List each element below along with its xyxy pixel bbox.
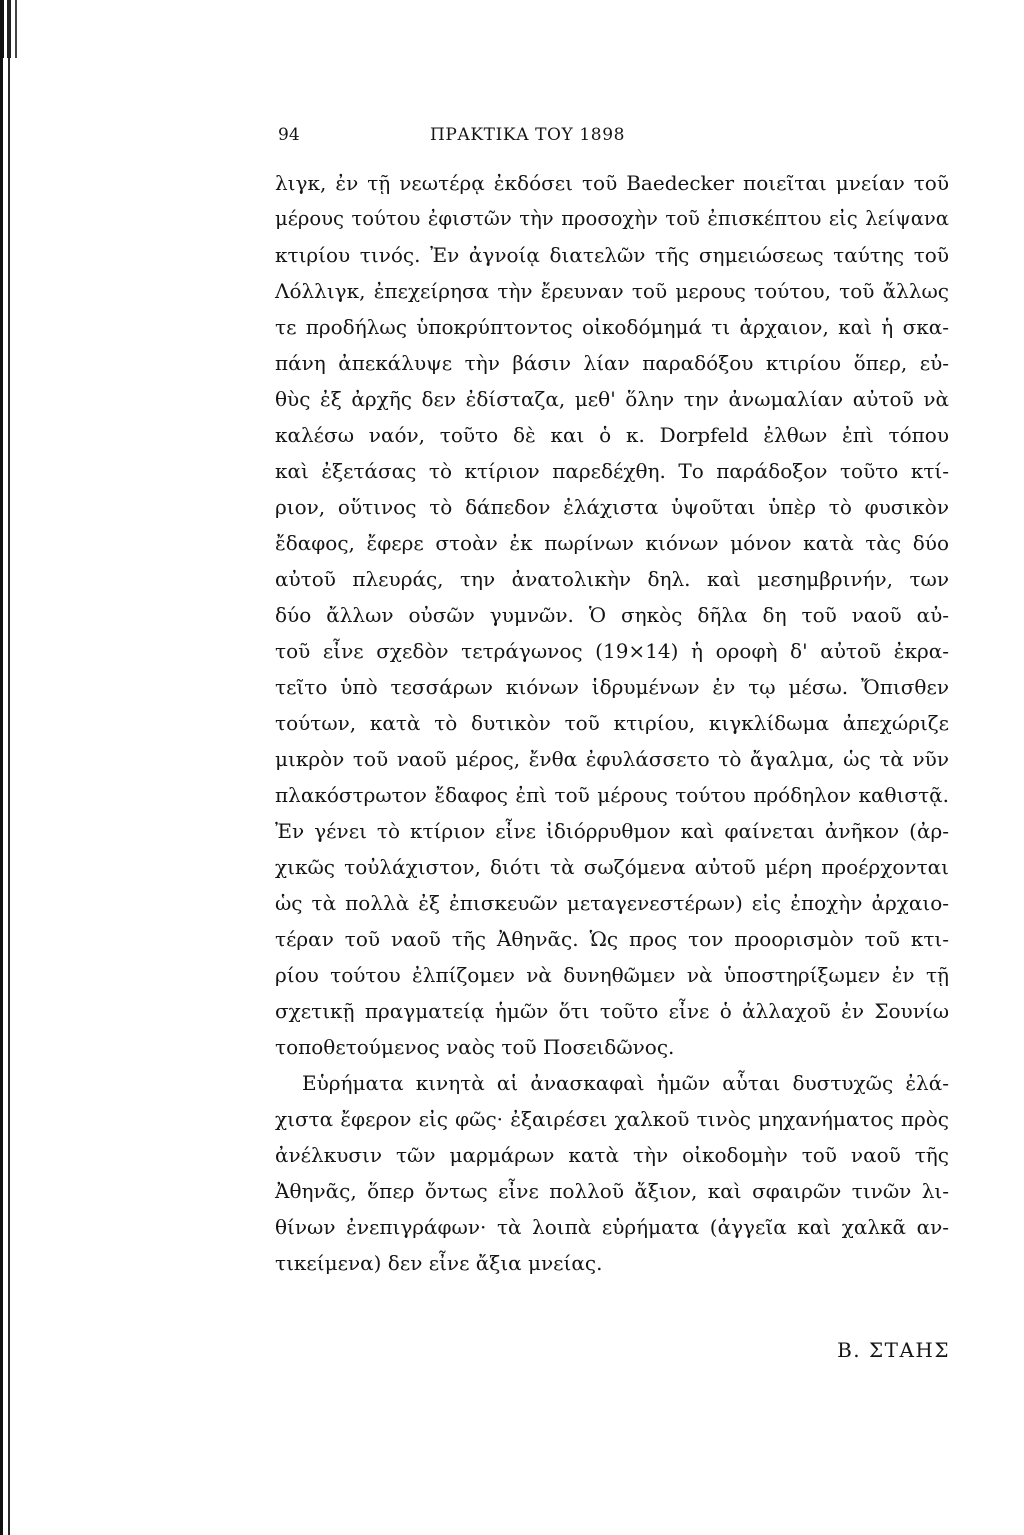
text-line: σχετικῇ πραγματείᾳ ἡμῶν ὅτι τοῦτο εἶνε ὁ ἀλλαχοῦ ἐν Σουνίω bbox=[275, 999, 949, 1023]
text-line: Ἐν γένει τὸ κτίριον εἶνε ἰδιόρρυθμον καὶ φαίνεται ἀνῆκον (ἀρ- bbox=[275, 819, 949, 843]
paragraph bbox=[275, 165, 949, 1065]
text-line: τέραν τοῦ ναοῦ τῆς Ἀθηνᾶς. Ὡς προς τον προορισμὸν τοῦ κτι- bbox=[275, 927, 949, 951]
text-line: δύο ἄλλων οὐσῶν γυμνῶν. Ὁ σηκὸς δῆλα δη τοῦ ναοῦ αὐ- bbox=[275, 603, 949, 627]
text-line: Ἀθηνᾶς, ὅπερ ὄντως εἶνε πολλοῦ ἄξιον, καὶ σφαιρῶν τινῶν λι- bbox=[275, 1179, 949, 1203]
scan-edge-artifact-outer bbox=[0, 0, 3, 1535]
text-line: τεῖτο ὑπὸ τεσσάρων κιόνων ἱδρυμένων ἐν τῳ μέσω. Ὄπισθεν bbox=[275, 675, 949, 699]
text-line: ἔδαφος, ἔφερε στοὰν ἐκ πωρίνων κιόνων μόνον κατὰ τὰς δύο bbox=[275, 531, 949, 555]
scan-corner-mark bbox=[0, 0, 20, 58]
text-line: χιστα ἔφερον εἰς φῶς· ἐξαιρέσει χαλκοῦ τινὸς μηχανήματος πρὸς bbox=[275, 1107, 949, 1131]
text-line: ρίου τούτου ἐλπίζομεν νὰ δυνηθῶμεν νὰ ὑποστηρίξωμεν ἐν τῇ bbox=[275, 963, 949, 987]
text-line: τούτων, κατὰ τὸ δυτικὸν τοῦ κτιρίου, κιγκλίδωμα ἀπεχώριζε bbox=[275, 711, 949, 735]
text-line: τε προδήλως ὑποκρύπτοντος οἰκοδόμημά τι ἀρχαιον, καὶ ἡ σκα- bbox=[275, 315, 949, 339]
text-line: λιγκ, ἐν τῇ νεωτέρᾳ ἐκδόσει τοῦ Baedecker ποιεῖται μνείαν τοῦ bbox=[275, 171, 949, 195]
text-line: κτιρίου τινός. Ἐν ἀγνοίᾳ διατελῶν τῆς σημειώσεως ταύτης τοῦ bbox=[275, 243, 949, 267]
text-line: πλακόστρωτον ἔδαφος ἐπὶ τοῦ μέρους τούτου πρόδηλον καθιστᾷ. bbox=[275, 783, 949, 807]
text-line: Λόλλιγκ, ἐπεχείρησα τὴν ἔρευναν τοῦ μερους τούτου, τοῦ ἄλλως bbox=[275, 279, 949, 303]
text-line: ριον, οὕτινος τὸ δάπεδον ἐλάχιστα ὑψοῦται ὑπὲρ τὸ φυσικὸν bbox=[275, 495, 949, 519]
text-line: θίνων ἐνεπιγράφων· τὰ λοιπὰ εὑρήματα (ἀγγεῖα καὶ χαλκᾶ αν- bbox=[275, 1215, 949, 1239]
page-number: 94 bbox=[278, 125, 300, 145]
text-line: καὶ ἐξετάσας τὸ κτίριον παρεδέχθη. Το παράδοξον τοῦτο κτί- bbox=[275, 459, 949, 483]
text-line: μικρὸν τοῦ ναοῦ μέρος, ἔνθα ἐφυλάσσετο τὸ ἄγαλμα, ὡς τὰ νῦν bbox=[275, 747, 949, 771]
text-line: μέρους τούτου ἐφιστῶν τὴν προσοχὴν τοῦ ἐπισκέπτου εἰς λείψανα bbox=[275, 207, 949, 230]
text-line: καλέσω ναόν, τοῦτο δὲ και ὁ κ. Dorpfeld ἐλθων ἐπὶ τόπου bbox=[275, 423, 949, 447]
paragraph bbox=[275, 1065, 949, 1281]
text-line: τοποθετούμενος ναὸς τοῦ Ποσειδῶνος. bbox=[275, 1035, 675, 1059]
text-line: ὡς τὰ πολλὰ ἐξ ἐπισκευῶν μεταγενεστέρων) εἰς ἐποχὴν ἀρχαιο- bbox=[275, 891, 949, 915]
body-text bbox=[275, 165, 949, 1281]
text-line: τικείμενα) δεν εἶνε ἄξια μνείας. bbox=[275, 1251, 603, 1275]
text-line: θὺς ἐξ ἀρχῆς δεν ἐδίσταζα, μεθ' ὅλην την ἀνωμαλίαν αὐτοῦ νὰ bbox=[275, 387, 949, 411]
running-head: ΠΡΑΚΤΙΚΑ ΤΟΥ 1898 bbox=[430, 125, 626, 145]
text-line: ἀνέλκυσιν τῶν μαρμάρων κατὰ τὴν οἰκοδομὴν τοῦ ναοῦ τῆς bbox=[275, 1143, 949, 1167]
text-line: Εὑρήματα κινητὰ αἱ ἀνασκαφαὶ ἡμῶν αὗται δυστυχῶς ἐλά- bbox=[302, 1071, 949, 1095]
author-signature: Β. ΣΤΑΗΣ bbox=[837, 1338, 950, 1362]
text-line: τοῦ εἶνε σχεδὸν τετράγωνος (19×14) ἡ οροφὴ δ' αὐτοῦ ἐκρα- bbox=[275, 639, 949, 663]
text-line: χικῶς τοὐλάχιστον, διότι τὰ σωζόμενα αὐτοῦ μέρη προέρχονται bbox=[275, 855, 949, 879]
scan-edge-artifact-inner bbox=[8, 0, 10, 1535]
text-line: πάνη ἀπεκάλυψε τὴν βάσιν λίαν παραδόξου κτιρίου ὅπερ, εὐ- bbox=[275, 351, 949, 375]
text-line: αὐτοῦ πλευράς, την ἀνατολικὴν δηλ. καὶ μεσημβρινήν, των bbox=[275, 567, 949, 591]
